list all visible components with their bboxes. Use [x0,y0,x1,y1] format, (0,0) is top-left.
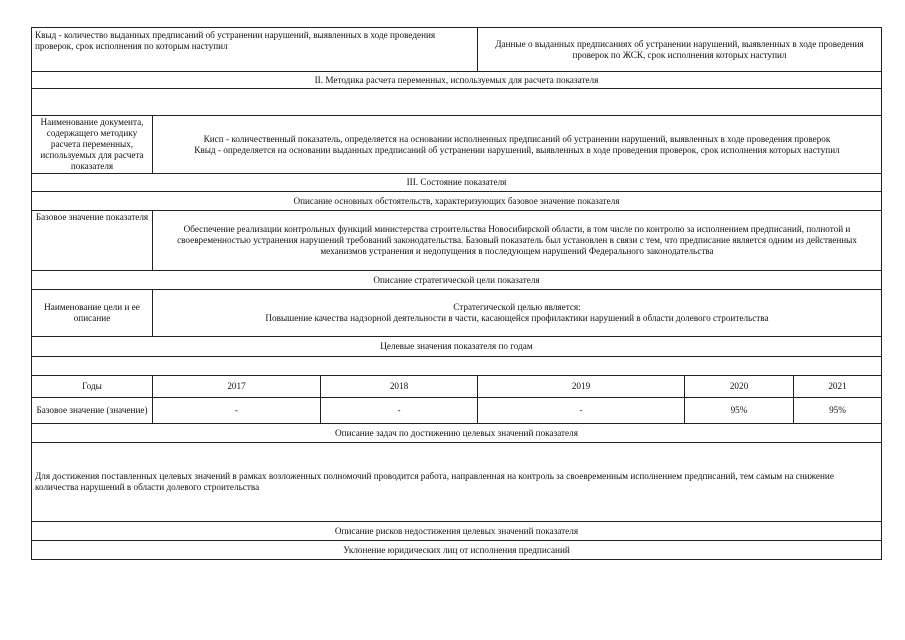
indicator-passport-table [31,27,882,560]
value-cell: 95% [685,398,794,424]
value-cell: - [478,398,685,424]
value-cell: - [153,398,321,424]
kvyd-description: Квыд - определяется на основании выданных предписаний об устранении нарушений, выявленных в ходе проведения проверок, срок исполнения которых наступил [194,144,840,155]
base-value-label: Базовое значение показателя [32,211,153,271]
spacer-row [32,89,882,116]
year-cell: 2020 [685,376,794,398]
strategic-goal-title: Описание стратегической цели показателя [32,271,882,290]
value-cell: 95% [794,398,882,424]
year-cell: 2019 [478,376,685,398]
kisp-description: Кисп - количественный показатель, определяется на основании исполненных предписаний об устранении нарушений, выявленных в ходе проведения проверок [203,133,831,144]
kvyd-definition: Квыд - количество выданных предписаний об устранении нарушений, выявленных в ходе проведения проверок, срок исполнения по которым наступил [32,28,478,72]
methodology-row [32,116,882,174]
base-value-text: Обеспечение реализации контрольных функций министерства строительства Новосибирской области, в том числе по контролю за исполнением предписаний, полнотой и своевременностью устранения нарушений требований законодательства. Базовый показатель был установлен в связи с тем, что предписание является одним из действенных механизмов устранения и недопущения в последующем нарушений Федерального законодательства [153,211,882,271]
kvyd-data-source: Данные о выданных предписаниях об устранении нарушений, выявленных в ходе проведения проверок по ЖСК, срок исполнения которых наступил [478,28,882,72]
tasks-text: Для достижения поставленных целевых значений в рамках возложенных полномочий проводится работа, направленная на контроль за своевременным исполнением предписаний, тем самым на снижение количества нарушений в области долевого строительства [32,443,882,522]
value-cell: - [321,398,478,424]
goal-heading: Стратегической целью является: [453,302,581,312]
years-header-row [32,376,882,398]
spacer-row [32,357,882,376]
strategic-goal-row [32,290,882,337]
risks-title: Описание рисков недостижения целевых значений показателя [32,522,882,541]
methodology-text [153,116,882,174]
empty-cell [32,357,882,376]
formula-definition-row [32,28,882,72]
methodology-doc-label: Наименование документа, содержащего методику расчета переменных, используемых для расчета показателя [32,116,153,174]
base-value-row [32,211,882,271]
goal-label: Наименование цели и ее описание [32,290,153,337]
year-cell: 2017 [153,376,321,398]
base-value-row-label: Базовое значение (значение) [32,398,153,424]
tasks-title: Описание задач по достижению целевых значений показателя [32,424,882,443]
section-3-title: III. Состояние показателя [32,174,882,192]
years-values-row [32,398,882,424]
goal-text [153,290,882,337]
years-label: Годы [32,376,153,398]
section-2-title: II. Методика расчета переменных, используемых для расчета показателя [32,72,882,89]
circumstances-title: Описание основных обстоятельств, характеризующих базовое значение показателя [32,192,882,211]
goal-description: Повышение качества надзорной деятельности в части, касающейся профилактики нарушений в области долевого строительства [265,313,769,323]
empty-cell [32,89,882,116]
risks-text: Уклонение юридических лиц от исполнения предписаний [32,541,882,560]
target-values-title: Целевые значения показателя по годам [32,337,882,357]
year-cell: 2021 [794,376,882,398]
year-cell: 2018 [321,376,478,398]
